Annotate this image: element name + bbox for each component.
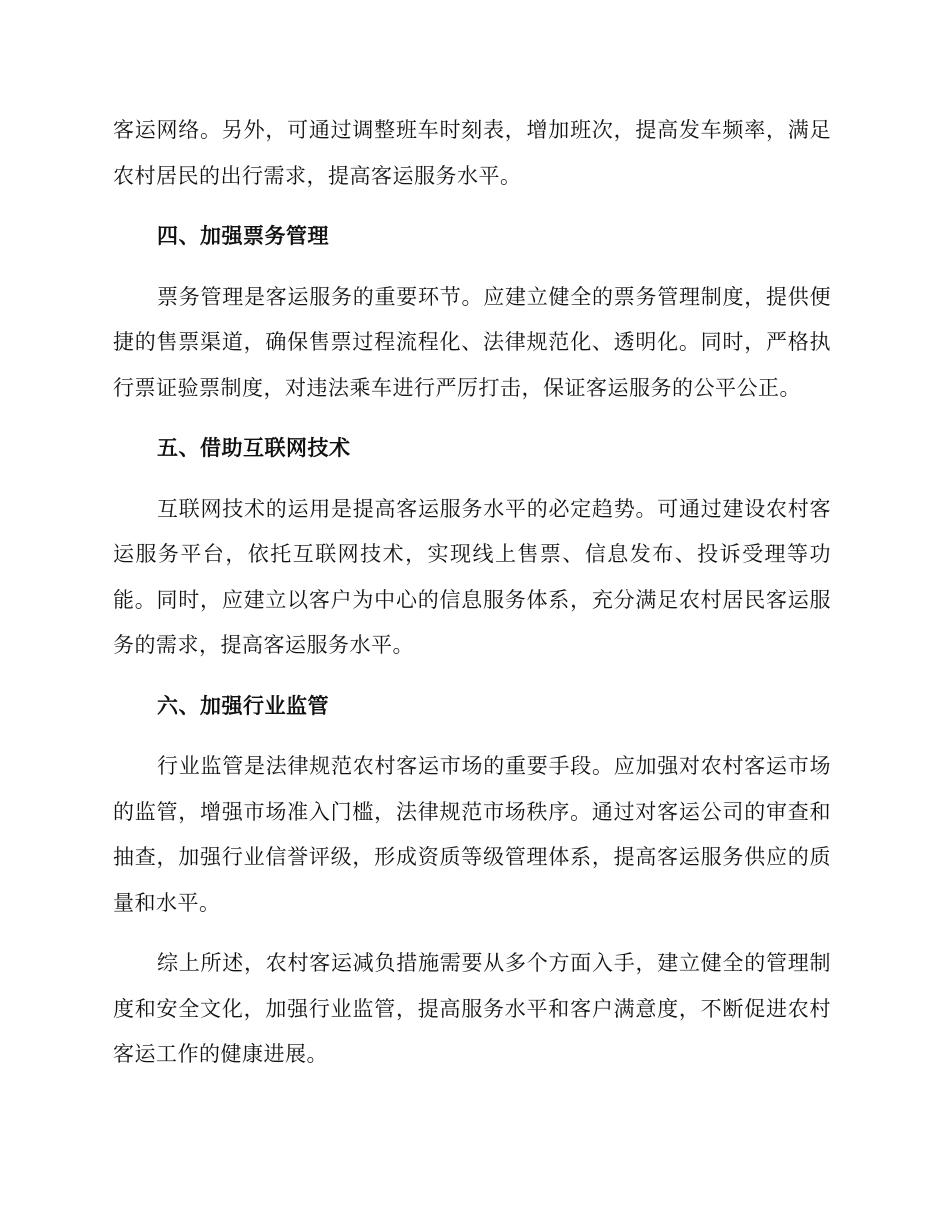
document-body [113,108,831,1078]
paragraph-intro-continuation: 客运网络。另外，可通过调整班车时刻表，增加班次，提高发车频率，满足农村居民的出行需求，提高客运服务水平。 [113,118,831,188]
section-heading-ticketing: 四、加强票务管理 [157,224,329,248]
paragraph-conclusion: 综上所述，农村客运减负措施需要从多个方面入手，建立健全的管理制度和安全文化，加强行业监管，提高服务水平和客户满意度，不断促进农村客运工作的健康进展。 [113,951,831,1066]
paragraph-internet: 互联网技术的运用是提高客运服务水平的必定趋势。可通过建设农村客运服务平台，依托互联网技术，实现线上售票、信息发布、投诉受理等功能。同时，应建立以客户为中心的信息服务体系，充分满足农村居民客运服务的需求，提高客运服务水平。 [113,496,831,657]
section-heading-supervision: 六、加强行业监管 [157,693,329,718]
section-heading-internet: 五、借助互联网技术 [157,436,351,460]
paragraph-supervision: 行业监管是法律规范农村客运市场的重要手段。应加强对农村客运市场的监管，增强市场准入门槛，法律规范市场秩序。通过对客运公司的审查和抽查，加强行业信誉评级，形成资质等级管理体系，提高客运服务供应的质量和水平。 [113,754,831,915]
paragraph-ticketing: 票务管理是客运服务的重要环节。应建立健全的票务管理制度，提供便捷的售票渠道，确保售票过程流程化、法律规范化、透明化。同时，严格执行票证验票制度，对违法乘车进行严厉打击，保证客运服务的公平公正。 [113,284,831,400]
